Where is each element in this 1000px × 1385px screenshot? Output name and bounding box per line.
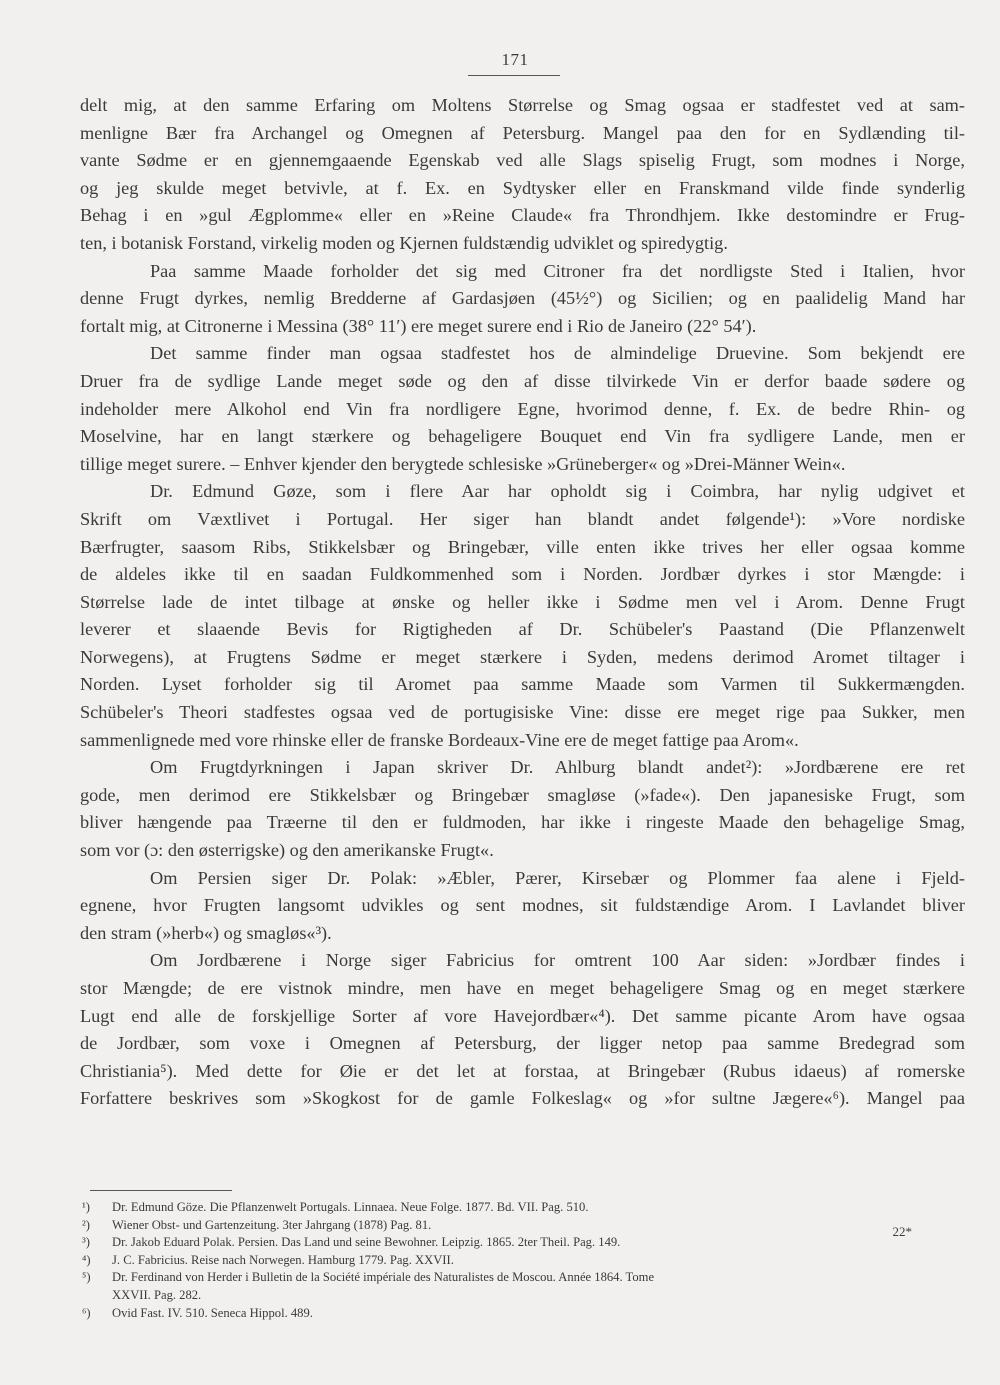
text-line: Bærfrugter, saasom Ribs, Stikkelsbær og Bringebær, ville enten ikke trives her eller ogsaa komme <box>80 536 965 557</box>
text-line: ten, i botanisk Forstand, virkelig moden og Kjernen fuldstændig udviklet og spiredygtig. <box>80 232 728 253</box>
text-line: Norwegens), at Frugtens Sødme er meget stærkere i Syden, medens derimod Aromet tiltager i <box>80 646 965 667</box>
text-line: egnene, hvor Frugten langsomt udvikles og sent modnes, sit fuldstændige Arom. I Lavlandet bliver <box>80 895 965 916</box>
footnote <box>82 1234 962 1252</box>
footnote-mark: ⁶) <box>82 1305 91 1320</box>
text-line: Dr. Edmund Gøze, som i flere Aar har opholdt sig i Coimbra, har nylig udgivet et <box>150 481 965 502</box>
text-line: tillige meget surere. – Enhver kjender den berygtede schlesiske »Grüneberger« og »Drei-Männer Wein«. <box>80 453 846 474</box>
text-line: gode, men derimod ere Stikkelsbær og Bringebær smagløse (»fade«). Den japanesiske Frugt, som <box>80 784 965 805</box>
footnote-mark: ³) <box>82 1235 90 1250</box>
footnote-mark: ¹) <box>82 1200 90 1214</box>
footnote-mark: ⁴) <box>82 1252 91 1267</box>
body-text <box>80 92 965 1113</box>
footnote <box>82 1199 962 1217</box>
printer-signature: 22* <box>892 1224 912 1239</box>
text-line: Skrift om Væxtlivet i Portugal. Her siger han blandt andet følgende¹): »Vore nordiske <box>80 508 965 529</box>
text-line: denne Frugt dyrkes, nemlig Bredderne af Gardasjøen (45½°) og Sicilien; og en paalidelig Mand har <box>80 288 965 309</box>
text-line: Om Jordbærene i Norge siger Fabricius for omtrent 100 Aar siden: »Jordbær findes i <box>150 950 965 971</box>
text-line: Lugt end alle de forskjellige Sorter af vore Havejordbær«⁴). Det samme picante Arom have ogsaa <box>80 1005 965 1026</box>
footnote-text: Dr. Jakob Eduard Polak. Persien. Das Land und seine Bewohner. Leipzig. 1865. 2ter Theil. Pag. 149. <box>112 1235 621 1250</box>
text-line: delt mig, at den samme Erfaring om Moltens Størrelse og Smag ogsaa er stadfestet ved at sam- <box>80 95 965 115</box>
text-line: indeholder mere Alkohol end Vin fra nordligere Egne, hvorimod denne, f. Ex. de bedre Rhin- og <box>80 398 965 419</box>
footnote-rule <box>90 1190 232 1191</box>
text-line: Behag i en »gul Ægplomme« eller en »Reine Claude« fra Throndhjem. Ikke destomindre er Frug- <box>80 205 965 226</box>
footnote-text: XXVII. Pag. 282. <box>112 1287 202 1302</box>
footnote-continuation <box>82 1287 962 1305</box>
text-line: fortalt mig, at Citronerne i Messina (38° 11′) ere meget surere end i Rio de Janeiro (22° 54′). <box>80 315 757 336</box>
footnote-mark: ²) <box>82 1217 90 1232</box>
text-line: Christiania⁵). Med dette for Øie er det let at forstaa, at Bringebær (Rubus idaeus) af romerske <box>80 1060 965 1081</box>
text-line: sammenlignede med vore rhinske eller de franske Bordeaux-Vine ere de meget fattige paa Arom«. <box>80 729 799 750</box>
footnote-text: Dr. Ferdinand von Herder i Bulletin de la Société impériale des Naturalistes de Moscou. Année 1864. Tome <box>112 1270 655 1285</box>
text-line: Forfattere beskrives som »Skogkost for de gamle Folkeslag« og »for sultne Jægere«⁶). Mangel paa <box>80 1088 965 1109</box>
text-line: Druer fra de sydlige Lande meget søde og den af disse tilvirkede Vin er derfor baade sødere og <box>80 370 965 391</box>
text-line: den stram (»herb«) og smagløs«³). <box>80 922 332 943</box>
footnote-text: J. C. Fabricius. Reise nach Norwegen. Hamburg 1779. Pag. XXVII. <box>112 1252 454 1267</box>
footnote <box>82 1217 962 1235</box>
text-line: Paa samme Maade forholder det sig med Citroner fra det nordligste Sted i Italien, hvor <box>150 260 965 281</box>
footnote-text: Wiener Obst- und Gartenzeitung. 3ter Jahrgang (1878) Pag. 81. <box>112 1217 432 1232</box>
text-line: menligne Bær fra Archangel og Omegnen af Petersburg. Mangel paa den for en Sydlænding til- <box>80 122 965 143</box>
text-line: Schübeler's Theori stadfestes ogsaa ved de portugisiske Vine: disse ere meget rige paa Sukker, men <box>80 702 965 723</box>
text-line: Om Persien siger Dr. Polak: »Æbler, Pærer, Kirsebær og Plommer faa alene i Fjeld- <box>150 867 965 888</box>
text-line: de Jordbær, som voxe i Omegnen af Petersburg, der ligger netop paa samme Bredegrad som <box>80 1033 965 1054</box>
footnote-mark: ⁵) <box>82 1270 91 1285</box>
page-number: 171 <box>501 50 529 69</box>
text-line: leverer et slaaende Bevis for Rigtigheden af Dr. Schübeler's Paastand (Die Pflanzenwelt <box>80 619 965 640</box>
text-line: stor Mængde; de ere vistnok mindre, men have en meget behageligere Smag og en meget stærkere <box>80 978 965 998</box>
text-line: Norden. Lyset forholder sig til Aromet paa samme Maade som Varmen til Sukkermængden. <box>80 674 965 695</box>
footnote <box>82 1269 962 1287</box>
text-line: de aldeles ikke til en saadan Fuldkommenhed som i Norden. Jordbær dyrkes i stor Mængde: i <box>80 564 965 585</box>
footnote <box>82 1305 962 1323</box>
text-line: og jeg skulde meget betvivle, at f. Ex. en Sydtysker eller en Franskmand vilde finde synderlig <box>80 177 965 198</box>
header-rule <box>468 75 560 76</box>
footnote-text: Ovid Fast. IV. 510. Seneca Hippol. 489. <box>112 1305 313 1320</box>
footnotes <box>82 1199 962 1322</box>
footnote-text: Dr. Edmund Göze. Die Pflanzenwelt Portugals. Linnaea. Neue Folge. 1877. Bd. VII. Pag. 510. <box>112 1200 589 1214</box>
text-line: Om Frugtdyrkningen i Japan skriver Dr. Ahlburg blandt andet²): »Jordbærene ere ret <box>150 757 965 778</box>
text-line: vante Sødme er en gjennemgaaende Egenskab ved alle Slags spiselig Frugt, som modnes i Norge, <box>80 150 965 171</box>
text-line: Det samme finder man ogsaa stadfestet hos de almindelige Druevine. Som bekjendt ere <box>150 343 965 364</box>
text-line: Størrelse lade de intet tilbage at ønske og heller ikke i Sødme men vel i Arom. Denne Frugt <box>80 591 965 612</box>
footnote <box>82 1252 962 1270</box>
text-line: bliver hængende paa Træerne til den er fuldmoden, har ikke i ringeste Maade den behagelige Smag, <box>80 812 965 833</box>
text-line: Moselvine, har en langt stærkere og behageligere Bouquet end Vin fra sydligere Lande, men er <box>80 426 965 447</box>
text-line: som vor (ɔ: den østerrigske) og den amerikanske Frugt«. <box>80 840 494 861</box>
